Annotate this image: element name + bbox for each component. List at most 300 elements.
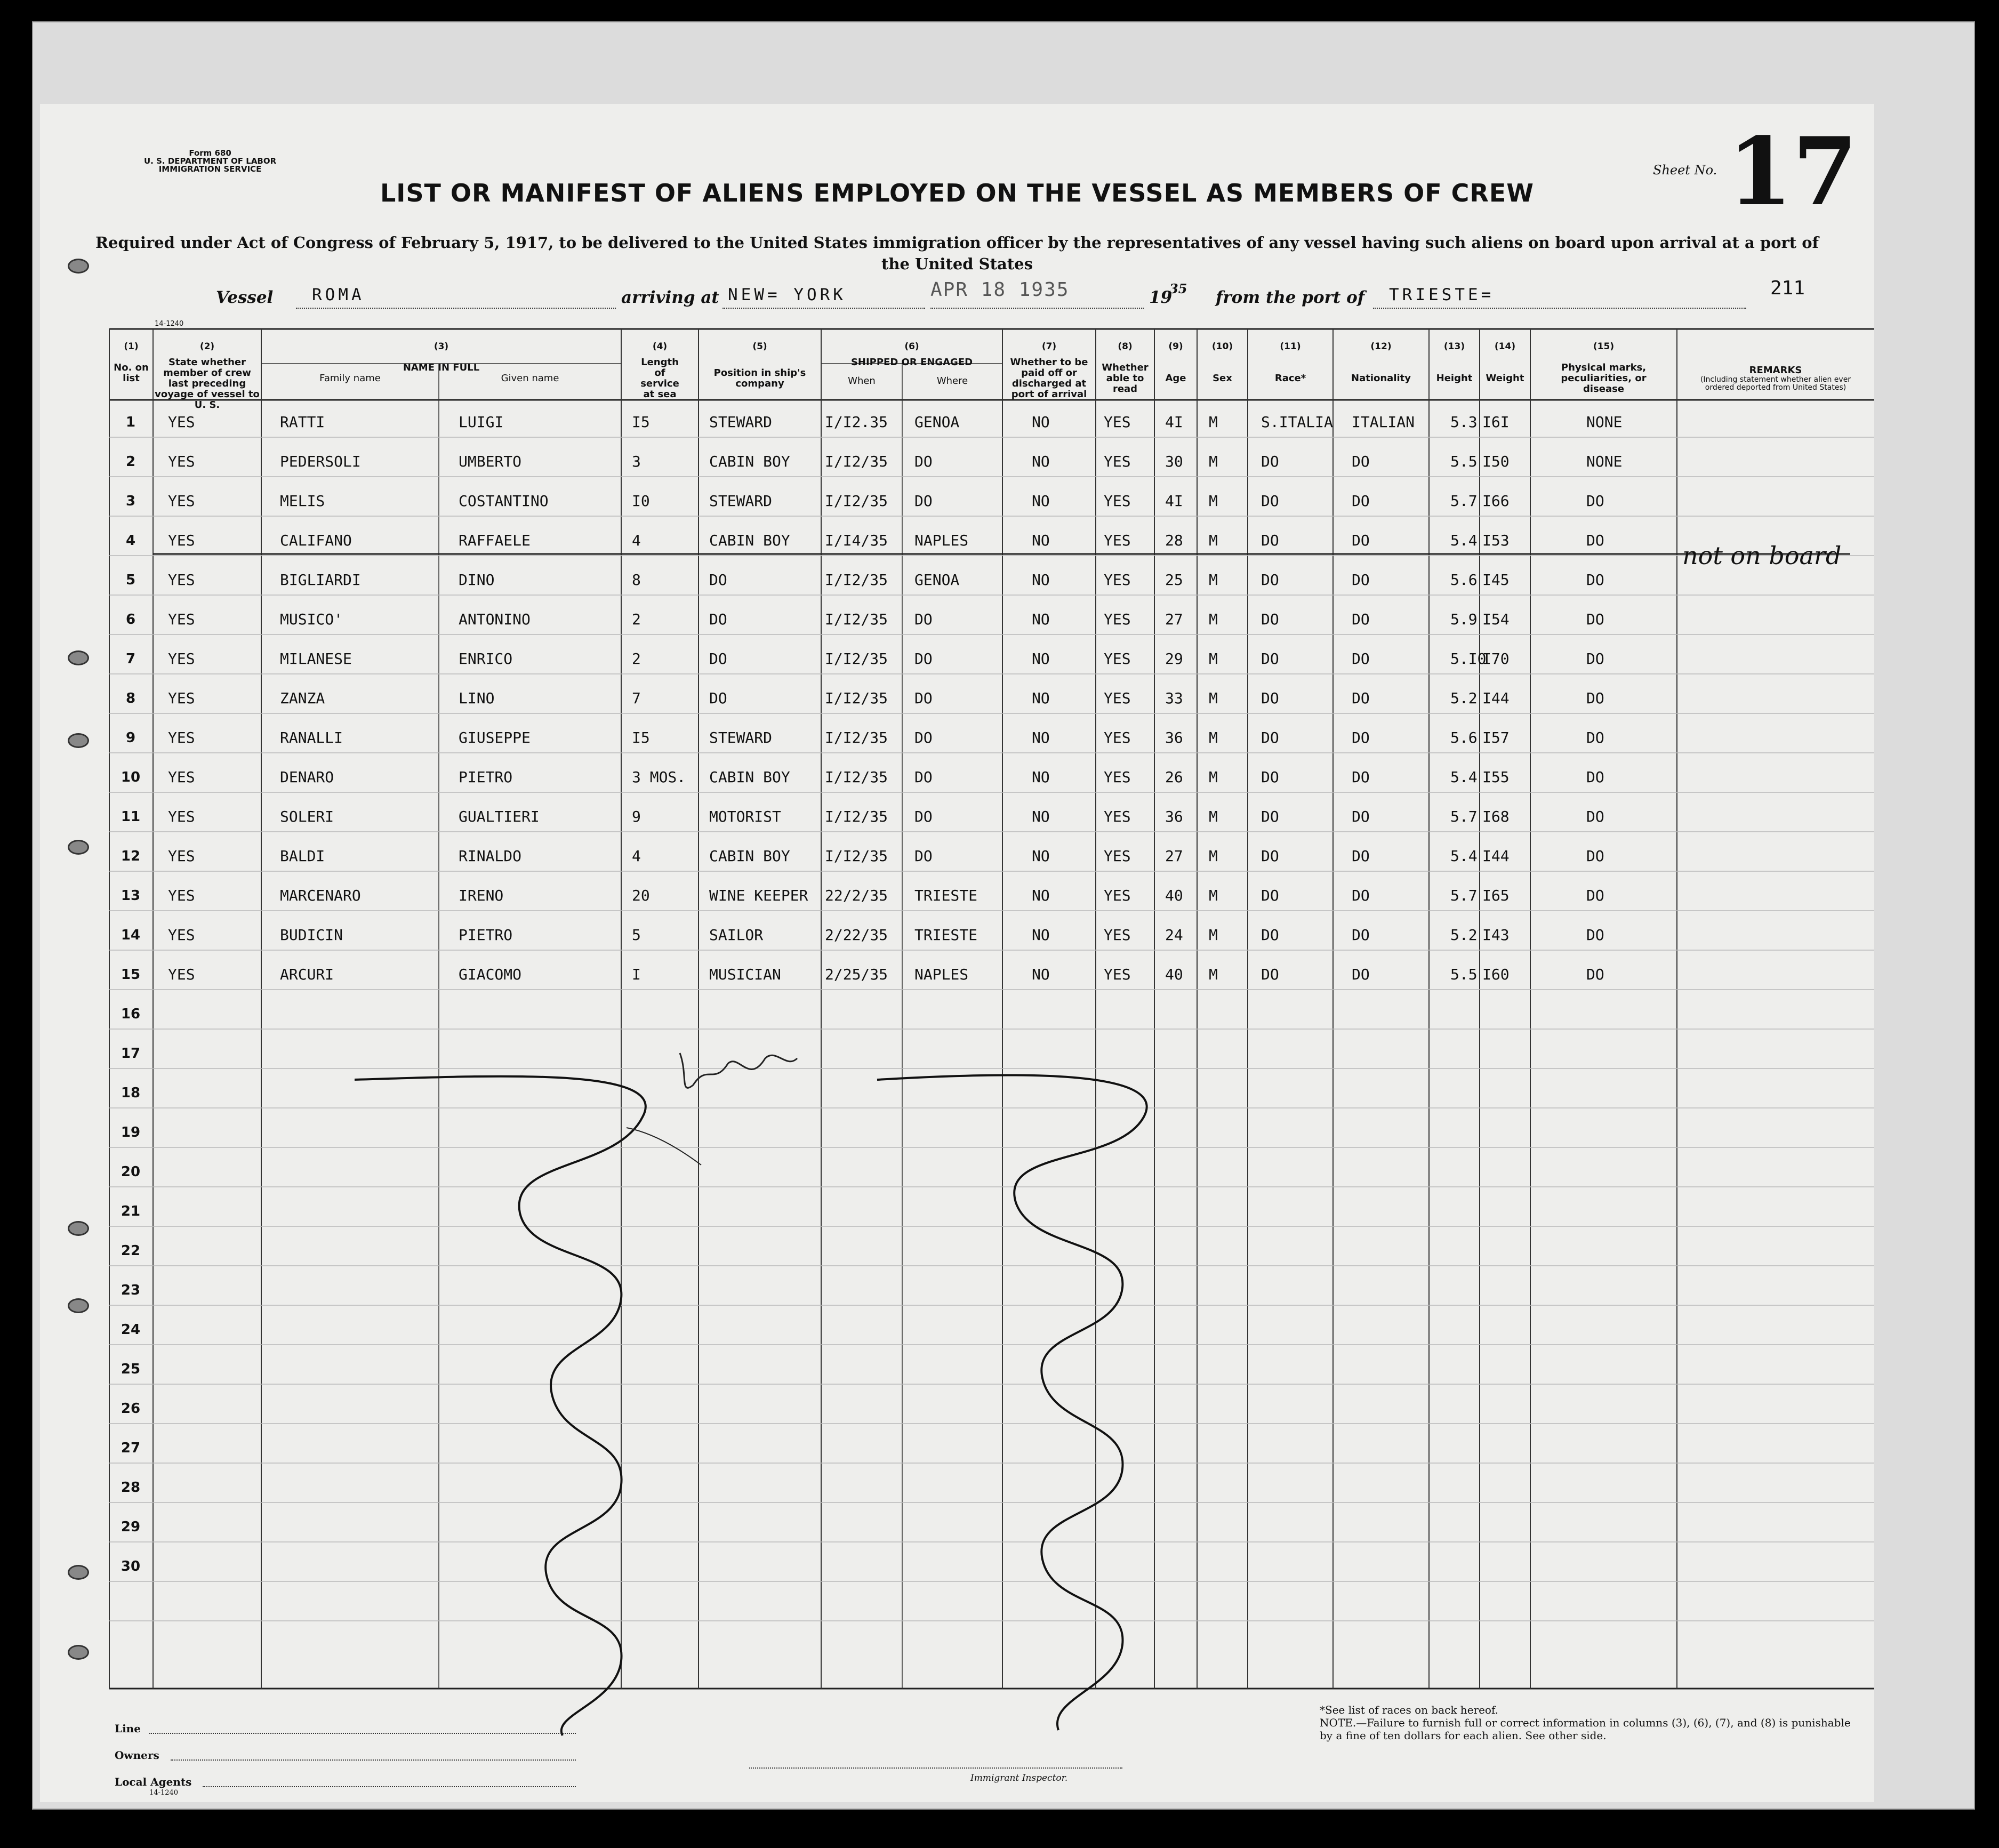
col-14-header: (14) Weight: [1486, 341, 1524, 384]
cell-height: 5.7: [1450, 492, 1478, 510]
cell-race: DO: [1261, 887, 1279, 904]
cell-weight: I66: [1482, 492, 1510, 510]
cell-sex: M: [1209, 808, 1218, 825]
inspector-signature: [680, 1053, 797, 1088]
cell-height: 5.4: [1450, 847, 1478, 865]
cell-read: YES: [1104, 847, 1131, 865]
cell-sex: M: [1209, 610, 1218, 628]
cell-read: YES: [1104, 689, 1131, 707]
cell-when: I/I2/35: [825, 571, 888, 589]
empty-row-number: 20: [121, 1164, 141, 1180]
col-6-header: (6) SHIPPED OR ENGAGED: [850, 341, 973, 368]
cell-paid: NO: [1032, 808, 1050, 825]
vessel-name: ROMA: [312, 285, 365, 304]
cell-height: 5.4: [1450, 532, 1478, 549]
cell-given: GIACOMO: [459, 966, 522, 983]
cancel-scribble: [877, 1075, 1147, 1730]
cell-weight: I44: [1482, 847, 1510, 865]
cell-weight: I70: [1482, 650, 1510, 668]
vessel-label: Vessel: [216, 288, 274, 307]
cell-weight: I53: [1482, 532, 1510, 549]
cell-position: STEWARD: [709, 492, 773, 510]
cell-marks: DO: [1586, 492, 1604, 510]
cell-marks: DO: [1586, 926, 1604, 944]
cell-service: 7: [632, 689, 641, 707]
cell-service: 4: [632, 847, 641, 865]
cell-prev: YES: [168, 532, 195, 549]
cell-nationality: DO: [1352, 571, 1370, 589]
page-subtitle: Required under Act of Congress of February 5, 1917, to be delivered to the United States immigration officer by the representatives of any vessel having such aliens on board upon arrival at a port of the United States: [95, 234, 1819, 273]
cell-nationality: DO: [1352, 650, 1370, 668]
cell-height: 5.6: [1450, 571, 1478, 589]
cell-paid: NO: [1032, 729, 1050, 746]
cell-nationality: DO: [1352, 729, 1370, 746]
cell-age: 26: [1165, 768, 1183, 786]
cell-race: DO: [1261, 689, 1279, 707]
cell-paid: NO: [1032, 571, 1050, 589]
cell-service: I0: [632, 492, 650, 510]
where-header: Where: [936, 375, 968, 387]
cell-paid: NO: [1032, 492, 1050, 510]
cell-given: GUALTIERI: [459, 808, 540, 825]
cell-where: DO: [914, 492, 933, 510]
cell-nationality: DO: [1352, 926, 1370, 944]
cell-position: MOTORIST: [709, 808, 781, 825]
cell-when: 2/22/35: [825, 926, 888, 944]
cell-family: RANALLI: [280, 729, 343, 746]
cell-height: 5.5: [1450, 966, 1478, 983]
cell-marks: DO: [1586, 610, 1604, 628]
cell-age: 4I: [1165, 492, 1183, 510]
empty-row-number: 16: [121, 1006, 141, 1022]
cell-read: YES: [1104, 492, 1131, 510]
cell-when: I/I2/35: [825, 847, 888, 865]
sheet-label: Sheet No.: [1653, 163, 1717, 178]
cell-sex: M: [1209, 887, 1218, 904]
cell-race: DO: [1261, 453, 1279, 470]
cell-no: 8: [125, 690, 136, 706]
family-name-header: Family name: [319, 373, 381, 384]
cell-weight: I54: [1482, 610, 1510, 628]
cell-service: I5: [632, 729, 650, 746]
cell-where: DO: [914, 650, 933, 668]
col-5-header: (5) Position in ship's company: [713, 341, 806, 389]
cell-prev: YES: [168, 729, 195, 746]
cell-service: 3: [632, 453, 641, 470]
empty-row-number: 21: [121, 1203, 141, 1219]
col-10-header: (10) Sex: [1211, 341, 1233, 384]
cell-given: LINO: [459, 689, 495, 707]
cell-where: NAPLES: [914, 966, 969, 983]
cell-sex: M: [1209, 413, 1218, 431]
cell-service: I: [632, 966, 641, 983]
cell-no: 15: [121, 967, 141, 983]
given-name-header: Given name: [501, 373, 559, 384]
cell-position: STEWARD: [709, 729, 773, 746]
agents-code: 14-1240: [149, 1789, 179, 1797]
col-9-header: (9) Age: [1165, 341, 1186, 384]
cell-prev: YES: [168, 808, 195, 825]
line-label: Line: [115, 1722, 141, 1735]
cell-family: DENARO: [280, 768, 334, 786]
empty-row-number: 17: [121, 1046, 141, 1062]
col-1-header: (1) No. on list: [114, 341, 149, 384]
cell-given: PIETRO: [459, 768, 513, 786]
cell-weight: I50: [1482, 453, 1510, 470]
cell-marks: DO: [1586, 887, 1604, 904]
cell-nationality: ITALIAN: [1352, 413, 1415, 431]
cell-race: DO: [1261, 492, 1279, 510]
cell-when: I/I4/35: [825, 532, 888, 549]
col-7-header: (7) Whether to be paid off or discharged at port of arrival: [1010, 341, 1088, 400]
cell-height: 5.2: [1450, 689, 1478, 707]
empty-row-number: 18: [121, 1085, 141, 1101]
department: U. S. DEPARTMENT OF LABOR: [144, 156, 277, 166]
col-11-header: (11) Race*: [1274, 341, 1306, 384]
col-3-header: (3) NAME IN FULL: [403, 341, 480, 373]
cell-service: 2: [632, 610, 641, 628]
cell-paid: NO: [1032, 966, 1050, 983]
cell-weight: I65: [1482, 887, 1510, 904]
cell-weight: I45: [1482, 571, 1510, 589]
cell-prev: YES: [168, 413, 195, 431]
cell-family: MARCENARO: [280, 887, 361, 904]
cell-given: ENRICO: [459, 650, 513, 668]
print-code: 14-1240: [155, 320, 184, 328]
empty-row-number: 23: [121, 1282, 141, 1298]
cell-family: BUDICIN: [280, 926, 343, 944]
cell-no: 1: [125, 414, 136, 430]
cell-marks: DO: [1586, 768, 1604, 786]
cell-position: CABIN BOY: [709, 453, 790, 470]
cell-family: BIGLIARDI: [280, 571, 361, 589]
cell-position: CABIN BOY: [709, 768, 790, 786]
cell-position: WINE KEEPER: [709, 887, 808, 904]
cell-when: 2/25/35: [825, 966, 888, 983]
cell-weight: I68: [1482, 808, 1510, 825]
cell-sex: M: [1209, 689, 1218, 707]
cell-race: DO: [1261, 571, 1279, 589]
cell-race: DO: [1261, 532, 1279, 549]
remarks-header: REMARKS (Including statement whether alien ever ordered deported from United States): [1700, 365, 1851, 392]
cell-family: CALIFANO: [280, 532, 352, 549]
cell-when: I/I2.35: [825, 413, 888, 431]
cell-prev: YES: [168, 887, 195, 904]
cell-paid: NO: [1032, 768, 1050, 786]
cell-no: 4: [125, 533, 136, 549]
cell-read: YES: [1104, 768, 1131, 786]
cell-no: 9: [125, 730, 136, 746]
col-4-header: (4) Length of service at sea: [640, 341, 679, 400]
cell-service: 4: [632, 532, 641, 549]
cell-family: RATTI: [280, 413, 325, 431]
cell-read: YES: [1104, 453, 1131, 470]
sheet-number: 17: [1728, 117, 1858, 227]
cell-no: 10: [121, 769, 141, 785]
footer-note: *See list of races on back hereof. NOTE.—Failure to furnish full or correct information in columns (3), (6), (7), and (8) is punishable by a fine of ten dollars for each alien. See other side.: [1320, 1704, 1851, 1742]
cell-sex: M: [1209, 966, 1218, 983]
cell-family: PEDERSOLI: [280, 453, 361, 470]
cell-nationality: DO: [1352, 492, 1370, 510]
cell-sex: M: [1209, 453, 1218, 470]
empty-row-number: 22: [121, 1243, 141, 1259]
cell-age: 27: [1165, 847, 1183, 865]
cell-prev: YES: [168, 453, 195, 470]
cell-no: 12: [121, 848, 141, 864]
cell-position: SAILOR: [709, 926, 764, 944]
cell-given: IRENO: [459, 887, 504, 904]
cell-paid: NO: [1032, 926, 1050, 944]
cell-age: 40: [1165, 966, 1183, 983]
cell-position: DO: [709, 610, 727, 628]
cell-nationality: DO: [1352, 532, 1370, 549]
cell-nationality: DO: [1352, 966, 1370, 983]
cell-height: 5.4: [1450, 768, 1478, 786]
remark-not-on-board: not on board: [1682, 541, 1842, 570]
cell-when: I/I2/35: [825, 689, 888, 707]
cell-where: DO: [914, 610, 933, 628]
cell-service: 2: [632, 650, 641, 668]
cell-weight: I44: [1482, 689, 1510, 707]
cell-where: NAPLES: [914, 532, 969, 549]
cell-nationality: DO: [1352, 610, 1370, 628]
empty-row-number: 25: [121, 1361, 141, 1377]
cell-prev: YES: [168, 966, 195, 983]
cell-age: 24: [1165, 926, 1183, 944]
cell-service: 8: [632, 571, 641, 589]
cell-height: 5.7: [1450, 887, 1478, 904]
cell-position: STEWARD: [709, 413, 773, 431]
cell-where: DO: [914, 729, 933, 746]
agents-label: Local Agents: [115, 1775, 192, 1788]
cell-prev: YES: [168, 689, 195, 707]
cell-race: DO: [1261, 729, 1279, 746]
empty-row-number: 28: [121, 1480, 141, 1496]
cell-nationality: DO: [1352, 887, 1370, 904]
cell-weight: I43: [1482, 926, 1510, 944]
cell-paid: NO: [1032, 610, 1050, 628]
empty-row-number: 29: [121, 1519, 141, 1535]
cell-sex: M: [1209, 729, 1218, 746]
cell-marks: DO: [1586, 808, 1604, 825]
owners-label: Owners: [115, 1749, 159, 1762]
cell-given: COSTANTINO: [459, 492, 549, 510]
cell-age: 28: [1165, 532, 1183, 549]
cell-when: I/I2/35: [825, 808, 888, 825]
cell-prev: YES: [168, 650, 195, 668]
cell-age: 36: [1165, 808, 1183, 825]
cell-prev: YES: [168, 926, 195, 944]
cell-where: TRIESTE: [914, 887, 978, 904]
cell-sex: M: [1209, 492, 1218, 510]
year-suffix: 35: [1169, 281, 1187, 296]
inspector-label: Immigrant Inspector.: [970, 1773, 1068, 1783]
cell-race: DO: [1261, 966, 1279, 983]
form-number: Form 680: [189, 148, 231, 158]
cell-read: YES: [1104, 610, 1131, 628]
cell-when: I/I2/35: [825, 768, 888, 786]
col-12-header: (12) Nationality: [1351, 341, 1411, 384]
cell-read: YES: [1104, 926, 1131, 944]
cell-height: 5.9: [1450, 610, 1478, 628]
from-port: TRIESTE=: [1389, 285, 1495, 304]
cell-no: 7: [125, 651, 136, 667]
cell-marks: DO: [1586, 847, 1604, 865]
cell-service: 20: [632, 887, 650, 904]
cell-family: MILANESE: [280, 650, 352, 668]
cell-race: S.ITALIA: [1261, 413, 1333, 431]
cell-height: 5.5: [1450, 453, 1478, 470]
cell-marks: DO: [1586, 650, 1604, 668]
cell-position: DO: [709, 689, 727, 707]
cell-nationality: DO: [1352, 808, 1370, 825]
date-stamp: APR 18 1935: [930, 279, 1070, 301]
cell-prev: YES: [168, 768, 195, 786]
cell-prev: YES: [168, 847, 195, 865]
cell-family: ARCURI: [280, 966, 334, 983]
cell-where: DO: [914, 808, 933, 825]
cell-sex: M: [1209, 926, 1218, 944]
cell-weight: I6I: [1482, 413, 1510, 431]
empty-row-number: 27: [121, 1440, 141, 1456]
cell-read: YES: [1104, 729, 1131, 746]
cell-paid: NO: [1032, 689, 1050, 707]
manifest-sheet: [40, 104, 1874, 1802]
cell-service: 9: [632, 808, 641, 825]
cell-nationality: DO: [1352, 768, 1370, 786]
cell-when: I/I2/35: [825, 610, 888, 628]
cell-height: 5.6: [1450, 729, 1478, 746]
cell-age: 29: [1165, 650, 1183, 668]
cell-read: YES: [1104, 532, 1131, 549]
cell-where: GENOA: [914, 571, 960, 589]
cell-when: I/I2/35: [825, 492, 888, 510]
cell-marks: NONE: [1586, 413, 1623, 431]
cell-age: 40: [1165, 887, 1183, 904]
cell-service: I5: [632, 413, 650, 431]
cell-family: ZANZA: [280, 689, 325, 707]
cell-when: I/I2/35: [825, 650, 888, 668]
col-2-header: (2) State whether member of crew last preceding voyage of vessel to U. S.: [155, 341, 260, 411]
cell-when: I/I2/35: [825, 453, 888, 470]
cell-family: MUSICO': [280, 610, 343, 628]
cell-race: DO: [1261, 650, 1279, 668]
cell-position: CABIN BOY: [709, 532, 790, 549]
cell-marks: DO: [1586, 571, 1604, 589]
cell-no: 2: [125, 454, 136, 470]
cell-age: 4I: [1165, 413, 1183, 431]
cell-marks: DO: [1586, 729, 1604, 746]
cell-nationality: DO: [1352, 453, 1370, 470]
empty-row-number: 30: [121, 1558, 141, 1574]
cell-family: SOLERI: [280, 808, 334, 825]
cancel-scribble: [355, 1076, 646, 1735]
cell-weight: I60: [1482, 966, 1510, 983]
cell-given: RAFFAELE: [459, 532, 531, 549]
cell-age: 30: [1165, 453, 1183, 470]
cell-prev: YES: [168, 610, 195, 628]
cell-when: 22/2/35: [825, 887, 888, 904]
cell-read: YES: [1104, 966, 1131, 983]
cell-marks: DO: [1586, 689, 1604, 707]
cell-no: 5: [125, 572, 136, 588]
year-prefix: 19: [1149, 288, 1173, 307]
cell-read: YES: [1104, 571, 1131, 589]
cell-race: DO: [1261, 847, 1279, 865]
cell-sex: M: [1209, 571, 1218, 589]
service: IMMIGRATION SERVICE: [158, 164, 262, 174]
cell-race: DO: [1261, 926, 1279, 944]
cell-where: GENOA: [914, 413, 960, 431]
cell-age: 25: [1165, 571, 1183, 589]
cell-given: LUIGI: [459, 413, 504, 431]
cell-paid: NO: [1032, 413, 1050, 431]
cell-paid: NO: [1032, 650, 1050, 668]
cell-position: CABIN BOY: [709, 847, 790, 865]
cell-prev: YES: [168, 492, 195, 510]
cell-no: 14: [121, 927, 141, 943]
cell-family: MELIS: [280, 492, 325, 510]
cell-no: 3: [125, 493, 136, 509]
cell-no: 13: [121, 888, 141, 904]
cell-height: 5.2: [1450, 926, 1478, 944]
cell-where: DO: [914, 847, 933, 865]
cell-height: 5.7: [1450, 808, 1478, 825]
cell-no: 6: [125, 612, 136, 628]
from-label: from the port of: [1216, 288, 1365, 307]
cell-position: DO: [709, 571, 727, 589]
cell-read: YES: [1104, 808, 1131, 825]
cell-given: DINO: [459, 571, 495, 589]
cell-service: 5: [632, 926, 641, 944]
cell-sex: M: [1209, 532, 1218, 549]
when-header: When: [848, 375, 876, 387]
cell-given: ANTONINO: [459, 610, 531, 628]
page-title: LIST OR MANIFEST OF ALIENS EMPLOYED ON THE VESSEL AS MEMBERS OF CREW: [380, 179, 1534, 207]
stamp-number: 211: [1770, 277, 1805, 299]
cell-given: PIETRO: [459, 926, 513, 944]
cell-nationality: DO: [1352, 689, 1370, 707]
cell-paid: NO: [1032, 887, 1050, 904]
cell-position: DO: [709, 650, 727, 668]
cell-paid: NO: [1032, 847, 1050, 865]
col-13-header: (13) Height: [1436, 341, 1473, 384]
cell-no: 11: [121, 809, 141, 825]
cell-sex: M: [1209, 650, 1218, 668]
cell-sex: M: [1209, 768, 1218, 786]
cell-age: 33: [1165, 689, 1183, 707]
cell-where: DO: [914, 768, 933, 786]
col-8-header: (8) Whether able to read: [1102, 341, 1149, 395]
cell-race: DO: [1261, 808, 1279, 825]
cell-prev: YES: [168, 571, 195, 589]
cell-paid: NO: [1032, 532, 1050, 549]
arriving-label: arriving at: [621, 288, 719, 307]
cell-height: 5.I0: [1450, 650, 1487, 668]
cell-age: 27: [1165, 610, 1183, 628]
cell-read: YES: [1104, 887, 1131, 904]
cell-read: YES: [1104, 413, 1131, 431]
cell-sex: M: [1209, 847, 1218, 865]
cell-race: DO: [1261, 768, 1279, 786]
empty-row-number: 19: [121, 1124, 141, 1140]
cell-where: DO: [914, 453, 933, 470]
empty-row-number: 26: [121, 1401, 141, 1417]
cell-paid: NO: [1032, 453, 1050, 470]
cell-weight: I57: [1482, 729, 1510, 746]
cell-position: MUSICIAN: [709, 966, 781, 983]
cell-given: UMBERTO: [459, 453, 522, 470]
